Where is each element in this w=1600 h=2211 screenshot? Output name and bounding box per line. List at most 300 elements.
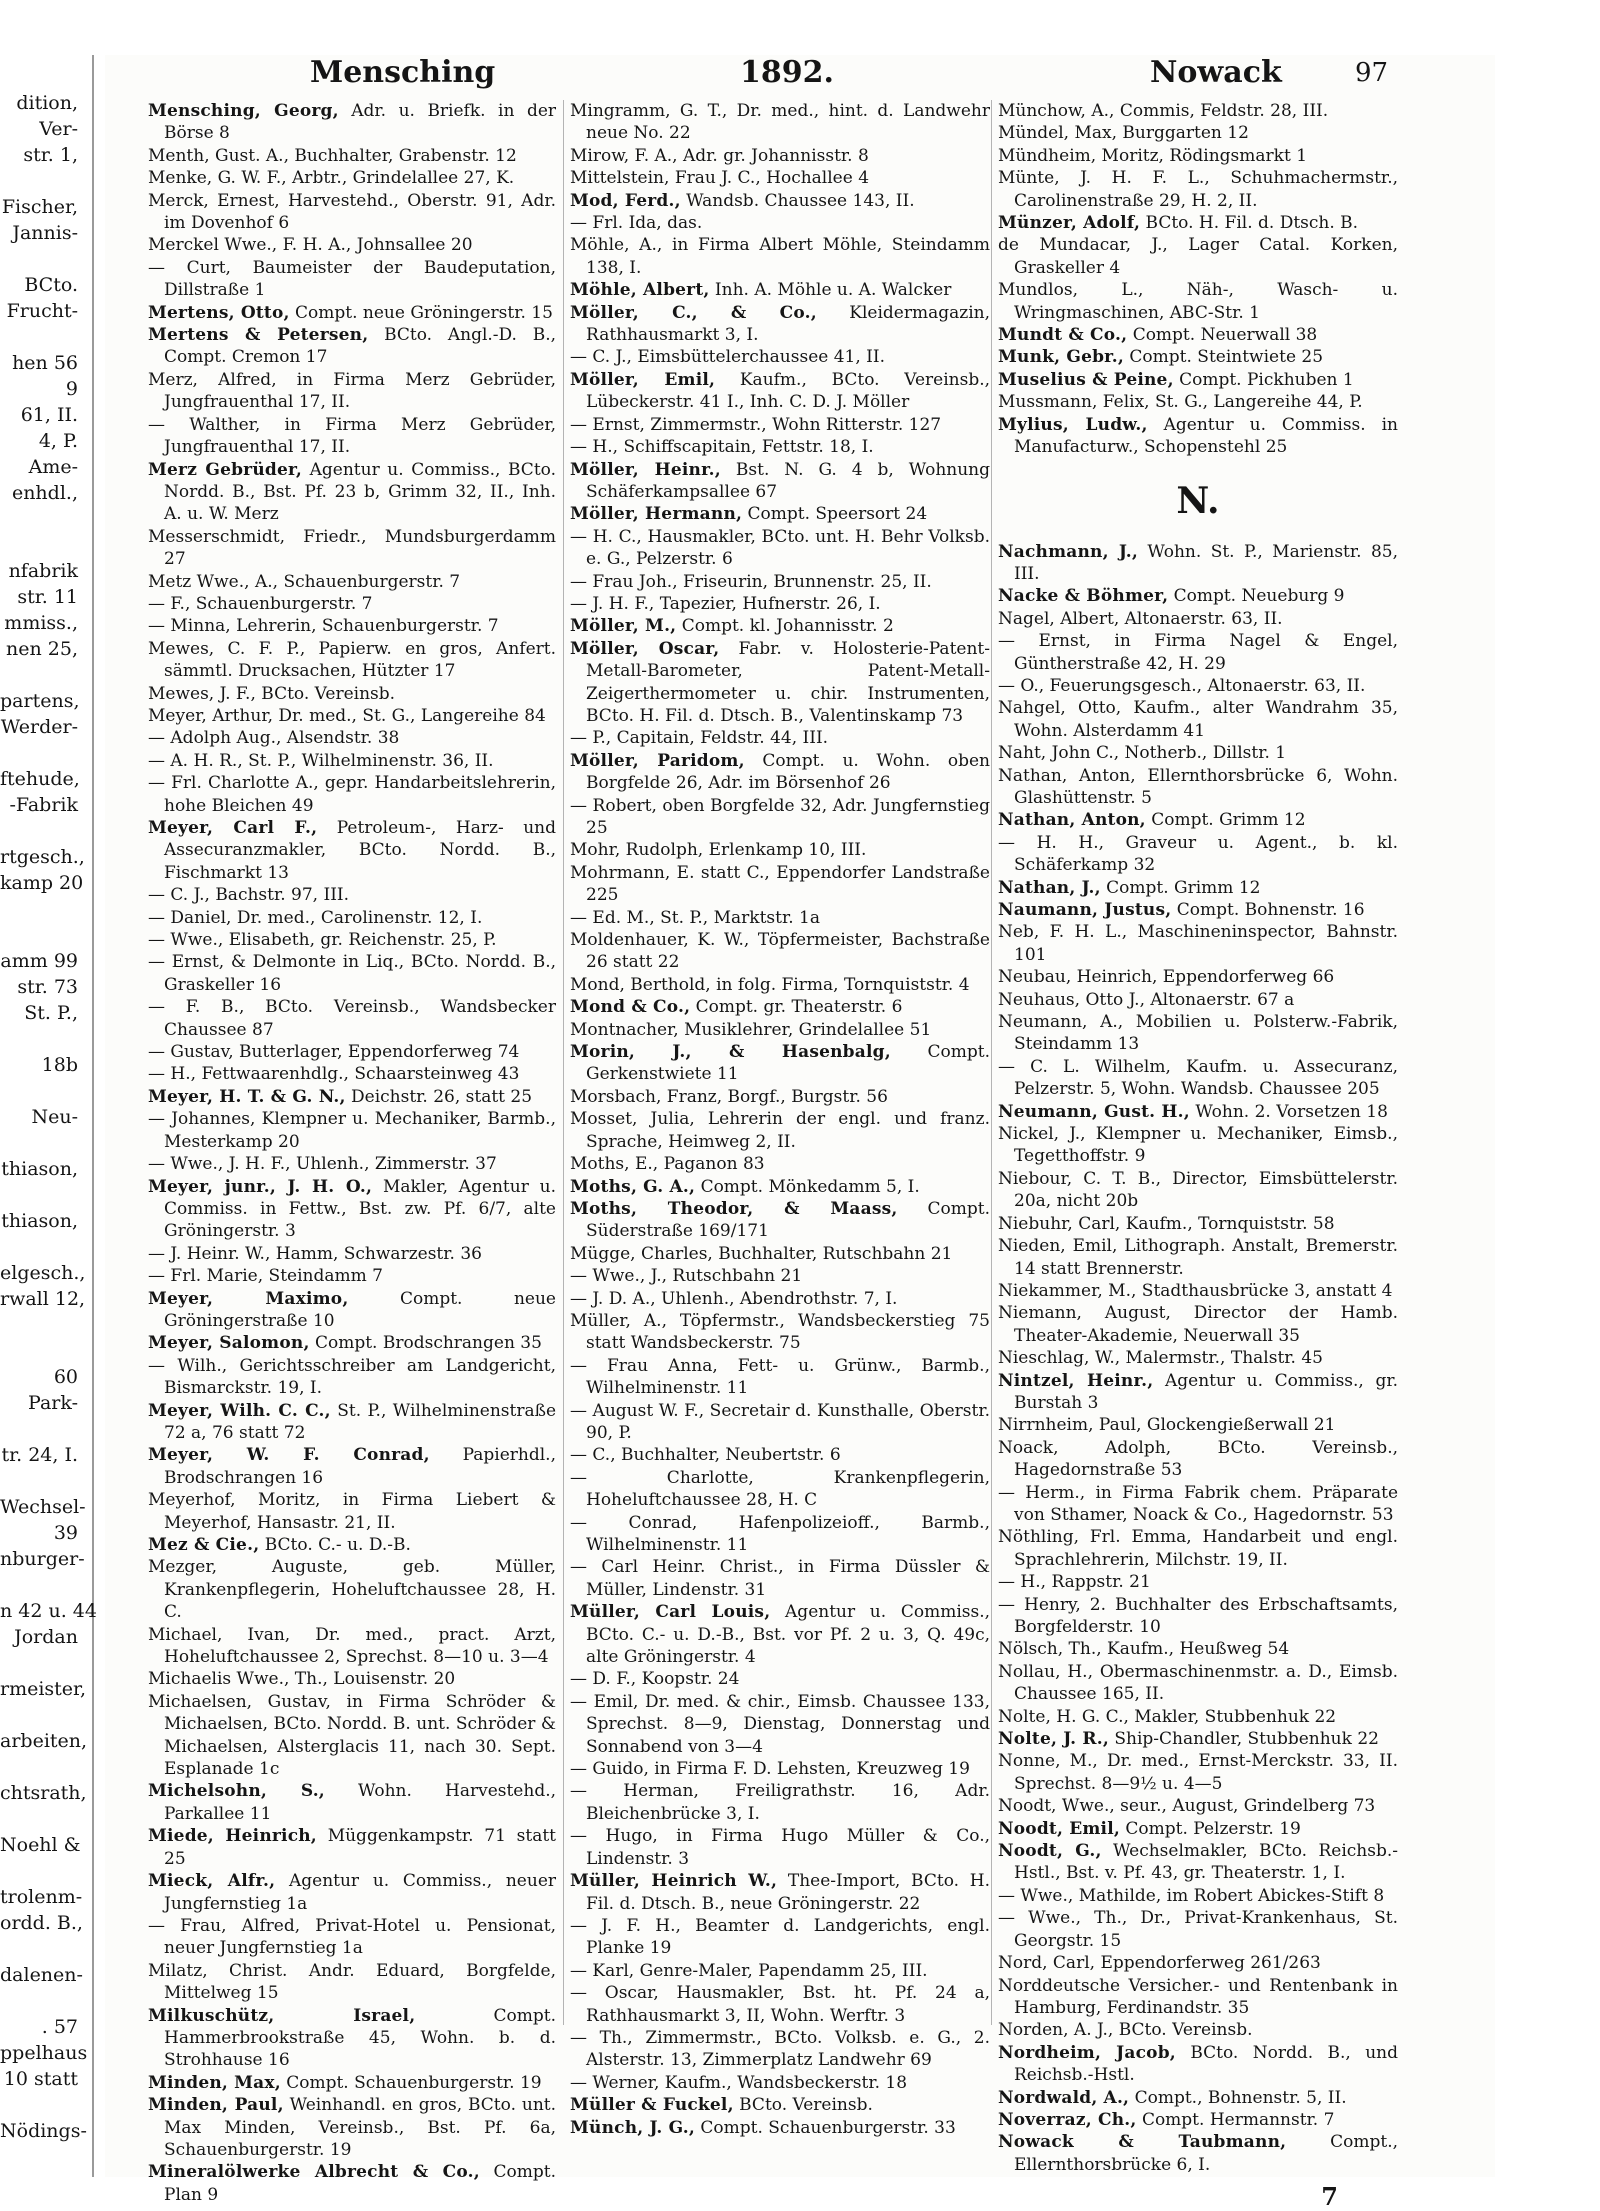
directory-entry xyxy=(148,1668,556,1690)
directory-entry xyxy=(570,2072,990,2094)
directory-entry xyxy=(148,234,556,256)
directory-entry xyxy=(148,1108,556,1153)
directory-entry xyxy=(148,817,556,884)
margin-fragment xyxy=(0,1026,80,1052)
directory-entry xyxy=(148,996,556,1041)
margin-fragment xyxy=(0,324,80,350)
entry-text: Compt. Grimm 12 xyxy=(1151,810,1306,831)
directory-entry xyxy=(998,391,1398,413)
entry-text: Münte, J. H. F. L., Schuhmachermstr., Carolinenstraße 29, H. 2, II. xyxy=(998,168,1398,211)
directory-entry xyxy=(998,697,1398,742)
entry-text: Wandsb. Chaussee 143, II. xyxy=(686,190,915,211)
directory-entry xyxy=(148,1556,556,1623)
margin-fragment: Wechsel- xyxy=(0,1496,86,1518)
entry-text: Wohn. 2. Vorsetzen 18 xyxy=(1195,1101,1388,1122)
entry-text: Compt. Neuerwall 38 xyxy=(1132,325,1318,346)
margin-fragment: 39 xyxy=(53,1522,78,1544)
directory-entry xyxy=(570,1265,990,1287)
entry-text: — C. L. Wilhelm, Kaufm. u. Assecuranz, Pelzerstr. 5, Wohn. Wandsb. Chaussee 205 xyxy=(998,1056,1398,1100)
margin-fragment xyxy=(0,1182,80,1208)
entry-text: — Curt, Baumeister der Baudeputation, Dillstraße 1 xyxy=(148,257,556,301)
entry-text: Merckel Wwe., F. H. A., Johnsallee 20 xyxy=(148,235,473,256)
entry-text: — H., Rappstr. 21 xyxy=(998,1572,1151,1593)
entry-name: Meyer, junr., J. H. O., xyxy=(148,1176,373,1197)
margin-fragment xyxy=(0,662,80,688)
entry-text: Kleidermagazin, Rathhausmarkt 3, I. xyxy=(586,302,990,346)
running-head-year: 1892. xyxy=(740,55,834,90)
directory-entry xyxy=(998,1661,1398,1706)
margin-fragment xyxy=(0,1650,80,1676)
entry-text: Petroleum-, Harz- und Assecuranzmakler, BCto. Nordd. B., Fischmarkt 13 xyxy=(164,818,556,883)
directory-entry xyxy=(148,1355,556,1400)
directory-entry xyxy=(148,884,556,906)
directory-entry xyxy=(998,1571,1398,1593)
entry-text: — Frl. Charlotte A., gepr. Handarbeitslehrerin, hohe Bleichen 49 xyxy=(148,773,556,816)
margin-fragment: Nödings- xyxy=(0,2120,87,2142)
margin-fragment: Jannis- xyxy=(12,222,78,244)
entry-name: Möhle, Albert, xyxy=(570,280,710,301)
margin-fragment: Jordan xyxy=(14,1626,78,1648)
entry-text: Michaelsen, Gustav, in Firma Schröder & Michaelsen, BCto. Nordd. B. unt. Schröder & Michaelsen, Alsterglacis 11, nach 30. Sept. Esplanade 1c xyxy=(148,1691,556,1780)
entry-text: Montnacher, Musiklehrer, Grindelallee 51 xyxy=(570,1019,932,1040)
entry-text: Mügge, Charles, Buchhalter, Rutschbahn 21 xyxy=(570,1243,953,1264)
directory-entry xyxy=(148,907,556,929)
entry-name: Mond & Co., xyxy=(570,997,691,1018)
directory-entry xyxy=(998,1101,1398,1123)
running-head-left: Mensching xyxy=(310,55,496,90)
entry-text: — H. H., Graveur u. Agent., b. kl. Schäferkamp 32 xyxy=(998,832,1398,876)
entry-text: Neubau, Heinrich, Eppendorferweg 66 xyxy=(998,967,1335,988)
entry-text: Nölsch, Th., Kaufm., Heußweg 54 xyxy=(998,1639,1290,1660)
margin-fragment: 10 statt xyxy=(3,2068,78,2090)
directory-entry xyxy=(570,862,990,907)
directory-entry xyxy=(570,1041,990,1086)
margin-fragment xyxy=(0,1312,80,1338)
directory-entry xyxy=(570,795,990,840)
directory-entry xyxy=(570,167,990,189)
entry-text: — Frl. Ida, das. xyxy=(570,213,703,234)
directory-entry xyxy=(148,1444,556,1489)
entry-text: — Emil, Dr. med. & chir., Eimsb. Chaussee 133, Sprechst. 8—9, Dienstag, Donnerstag und Sonnabend von 3—4 xyxy=(570,1691,990,1757)
entry-text: Compt. Schauenburgerstr. 19 xyxy=(286,2072,542,2093)
margin-fragment: Noehl & xyxy=(0,1834,81,1856)
margin-fragment xyxy=(0,532,80,558)
directory-entry xyxy=(998,921,1398,966)
margin-fragment: elgesch., xyxy=(0,1262,86,1284)
directory-entry xyxy=(998,1795,1398,1817)
directory-entry xyxy=(148,100,556,145)
entry-text: — Herm., in Firma Fabrik chem. Präparate von Sthamer, Noack & Co., Hagedornstr. 53 xyxy=(998,1482,1398,1525)
entry-text: — D. F., Koopstr. 24 xyxy=(570,1669,740,1690)
directory-entry xyxy=(570,638,990,728)
entry-text: Compt. neue Gröningerstr. 15 xyxy=(295,302,553,323)
entry-text: — Hugo, in Firma Hugo Müller & Co., Lindenstr. 3 xyxy=(570,1826,990,1869)
directory-entry xyxy=(148,1870,556,1915)
margin-fragment: -Fabrik xyxy=(9,794,78,816)
directory-entry xyxy=(998,742,1398,764)
margin-fragment xyxy=(0,896,80,922)
directory-entry xyxy=(998,966,1398,988)
margin-fragment: amm 99 xyxy=(0,950,78,972)
directory-entry xyxy=(570,145,990,167)
entry-name: Müller, Heinrich W., xyxy=(570,1871,778,1892)
entry-name: Nintzel, Heinr., xyxy=(998,1370,1154,1391)
directory-entry xyxy=(570,1176,990,1198)
entry-name: Müller & Fuckel, xyxy=(570,2095,734,2116)
directory-entry xyxy=(998,1952,1398,1974)
directory-entry xyxy=(570,1198,990,1243)
directory-entry xyxy=(998,1706,1398,1728)
margin-fragment: Park- xyxy=(28,1392,78,1414)
directory-entry xyxy=(570,907,990,929)
entry-text: — Ernst, Zimmermstr., Wohn Ritterstr. 127 xyxy=(570,414,942,435)
entry-name: Nolte, J. R., xyxy=(998,1729,1109,1750)
entry-text: — H. C., Hausmakler, BCto. unt. H. Behr Volksb. e. G., Pelzerstr. 6 xyxy=(570,526,990,570)
entry-text: Mündel, Max, Burggarten 12 xyxy=(998,123,1249,144)
entry-name: Muselius & Peine, xyxy=(998,369,1174,390)
margin-fragment xyxy=(0,168,80,194)
entry-name: Meyer, W. F. Conrad, xyxy=(148,1445,430,1466)
entry-text: Michaelis Wwe., Th., Louisenstr. 20 xyxy=(148,1669,456,1690)
entry-text: Niekammer, M., Stadthausbrücke 3, anstatt 4 xyxy=(998,1280,1393,1301)
directory-entry xyxy=(998,1907,1398,1952)
entry-name: Möller, Oscar, xyxy=(570,638,720,659)
directory-entry xyxy=(570,346,990,368)
directory-entry xyxy=(998,1280,1398,1302)
entry-text: — Oscar, Hausmakler, Bst. ht. Pf. 24 a, Rathhausmarkt 3, II, Wohn. Werftr. 3 xyxy=(570,1983,990,2026)
entry-text: Compt. Gerkenstwiete 11 xyxy=(586,1042,990,1085)
entry-text: Merck, Ernest, Harvestehd., Oberstr. 91, Adr. im Dovenhof 6 xyxy=(148,190,556,234)
directory-entry xyxy=(148,369,556,414)
entry-text: Mirow, F. A., Adr. gr. Johannisstr. 8 xyxy=(570,145,869,166)
margin-fragment: str. 1, xyxy=(23,144,78,166)
entry-text: Neb, F. H. L., Maschineninspector, Bahnstr. 101 xyxy=(998,922,1398,965)
directory-entry xyxy=(148,593,556,615)
entry-name: Meyer, Maximo, xyxy=(148,1288,349,1309)
directory-entry xyxy=(998,630,1398,675)
directory-entry xyxy=(998,832,1398,877)
directory-entry xyxy=(570,1310,990,1355)
directory-entry xyxy=(148,1063,556,1085)
entry-text: Niebour, C. T. B., Director, Eimsbüttelerstr. 20a, nicht 20b xyxy=(998,1168,1398,1212)
directory-entry xyxy=(148,1086,556,1108)
margin-fragment: partens, xyxy=(0,690,80,712)
directory-entry xyxy=(570,1288,990,1310)
entry-text: Compt. Grimm 12 xyxy=(1106,877,1261,898)
margin-fragment: trolenm- xyxy=(0,1886,83,1908)
directory-entry xyxy=(148,526,556,571)
margin-fragment xyxy=(0,2092,80,2118)
directory-entry xyxy=(998,369,1398,391)
margin-fragment xyxy=(0,1468,80,1494)
directory-entry xyxy=(570,1758,990,1780)
directory-entry xyxy=(148,1624,556,1669)
entry-name: Neumann, Gust. H., xyxy=(998,1101,1190,1122)
entry-text: Makler, Agentur u. Commiss. in Fettw., Bst. zw. Pf. 6/7, alte Gröningerstr. 3 xyxy=(164,1176,556,1242)
entry-text: — Wwe., Elisabeth, gr. Reichenstr. 25, P. xyxy=(148,930,497,951)
directory-entry xyxy=(998,414,1398,459)
directory-entry xyxy=(998,1235,1398,1280)
margin-fragment: thiason, xyxy=(1,1158,78,1180)
directory-entry xyxy=(148,727,556,749)
entry-name: Meyer, Carl F., xyxy=(148,818,318,838)
margin-fragment xyxy=(0,1130,80,1156)
entry-text: Wechselmakler, BCto. Reichsb.-Hstl., Bst. v. Pf. 43, gr. Theaterstr. 1, I. xyxy=(1014,1841,1399,1884)
margin-fragment: rmeister, xyxy=(0,1678,87,1700)
margin-fragment xyxy=(0,818,80,844)
directory-entry xyxy=(570,929,990,974)
entry-text: BCto. C.- u. D.-B. xyxy=(264,1535,411,1555)
directory-column-2 xyxy=(570,100,990,2139)
directory-entry xyxy=(998,1840,1398,1885)
entry-text: Papierhdl., Brodschrangen 16 xyxy=(164,1445,556,1488)
directory-entry xyxy=(148,1176,556,1243)
entry-name: Nachmann, J., xyxy=(998,541,1138,562)
entry-text: — Wwe., Th., Dr., Privat-Krankenhaus, St. Georgstr. 15 xyxy=(998,1908,1398,1951)
entry-text: Neumann, A., Mobilien u. Polsterw.-Fabrik, Steindamm 13 xyxy=(998,1012,1398,1055)
margin-fragment xyxy=(0,246,80,272)
entry-name: Mineralölwerke Albrecht & Co., xyxy=(148,2162,480,2183)
entry-text: Adr. u. Briefk. in der Börse 8 xyxy=(164,101,557,144)
directory-entry xyxy=(570,996,990,1018)
entry-text: — Carl Heinr. Christ., in Firma Düssler & Müller, Lindenstr. 31 xyxy=(570,1557,990,1600)
directory-entry xyxy=(148,324,556,369)
entry-text: — Frl. Marie, Steindamm 7 xyxy=(148,1266,383,1287)
entry-text: — Johannes, Klempner u. Mechaniker, Barmb., Mesterkamp 20 xyxy=(148,1109,556,1152)
entry-name: Nathan, J., xyxy=(998,877,1101,898)
directory-entry xyxy=(998,675,1398,697)
entry-text: Menth, Gust. A., Buchhalter, Grabenstr. 12 xyxy=(148,145,517,166)
margin-fragment xyxy=(0,1234,80,1260)
entry-name: Nacke & Böhmer, xyxy=(998,586,1169,607)
directory-entry xyxy=(998,585,1398,607)
entry-name: Möller, Hermann, xyxy=(570,504,743,525)
directory-entry xyxy=(570,1915,990,1960)
entry-name: Nordwald, A., xyxy=(998,2087,1130,2108)
directory-entry xyxy=(148,951,556,996)
directory-entry xyxy=(148,2094,556,2161)
margin-fragment xyxy=(0,1936,80,1962)
directory-entry xyxy=(998,2042,1398,2087)
margin-fragment: ftehude, xyxy=(0,768,80,790)
entry-text: Weinhandl. en gros, BCto. unt. Max Minden, Vereinsb., Bst. Pf. 6a, Schauenburgerstr. 19 xyxy=(164,2095,557,2160)
entry-text: — Th., Zimmermstr., BCto. Volksb. e. G., 2. Alsterstr. 13, Zimmerplatz Landwehr 69 xyxy=(570,2027,990,2071)
entry-text: — C., Buchhalter, Neubertstr. 6 xyxy=(570,1445,841,1466)
entry-text: Nathan, Anton, Ellernthorsbrücke 6, Wohn. Glashüttenstr. 5 xyxy=(998,765,1398,808)
directory-entry xyxy=(148,1332,556,1354)
entry-text: — August W. F., Secretair d. Kunsthalle, Oberstr. 90, P. xyxy=(570,1400,990,1443)
margin-fragment xyxy=(0,1416,80,1442)
margin-fragment: str. 11 xyxy=(17,586,78,608)
entry-text: Compt., Bohnenstr. 5, II. xyxy=(1134,2087,1347,2108)
entry-name: Müller, Carl Louis, xyxy=(570,1602,771,1623)
entry-text: Noack, Adolph, BCto. Vereinsb., Hagedornstraße 53 xyxy=(998,1437,1398,1481)
entry-text: Agentur u. Commiss. in Manufacturw., Schopenstehl 25 xyxy=(1014,414,1398,458)
entry-text: Mittelstein, Frau J. C., Hochallee 4 xyxy=(570,168,870,189)
entry-text: Compt. Pickhuben 1 xyxy=(1179,369,1354,390)
directory-entry xyxy=(998,1818,1398,1840)
directory-entry xyxy=(570,1601,990,1668)
entry-text: Compt. Hammerbrookstraße 45, Wohn. b. d. Strohhause 16 xyxy=(164,2005,556,2071)
directory-entry xyxy=(148,1288,556,1333)
directory-entry xyxy=(148,1825,556,1870)
entry-text: Inh. A. Möhle u. A. Walcker xyxy=(714,280,952,301)
directory-entry xyxy=(570,593,990,615)
margin-fragment: chtsrath, xyxy=(0,1782,87,1804)
entry-name: Mundt & Co., xyxy=(998,325,1128,346)
directory-entry xyxy=(998,765,1398,810)
entry-text: Mussmann, Felix, St. G., Langereihe 44, P. xyxy=(998,392,1363,413)
margin-fragment: Werder- xyxy=(0,716,78,738)
entry-text: — C. J., Bachstr. 97, III. xyxy=(148,885,350,906)
directory-entry xyxy=(148,2161,556,2206)
directory-entry xyxy=(148,257,556,302)
entry-text: Noodt, Wwe., seur., August, Grindelberg 73 xyxy=(998,1796,1376,1817)
entry-text: Compt., Ellernthorsbrücke 6, I. xyxy=(1014,2132,1399,2175)
entry-text: BCto. H. Fil. d. Dtsch. B. xyxy=(1145,213,1359,234)
directory-entry xyxy=(570,302,990,347)
entry-name: Minden, Max, xyxy=(148,2072,281,2093)
entry-name: Michelsohn, S., xyxy=(148,1781,325,1802)
entry-text: Compt. Brodschrangen 35 xyxy=(314,1333,542,1354)
margin-fragment xyxy=(0,1754,80,1780)
entry-text: Moths, E., Paganon 83 xyxy=(570,1154,765,1175)
entry-text: Norddeutsche Versicher.- und Rentenbank in Hamburg, Ferdinandstr. 35 xyxy=(998,1975,1398,2018)
entry-text: Menke, G. W. F., Arbtr., Grindelallee 27, K. xyxy=(148,168,515,189)
directory-entry xyxy=(148,772,556,817)
directory-entry xyxy=(148,1041,556,1063)
directory-entry xyxy=(998,1370,1398,1415)
entry-text: — O., Feuerungsgesch., Altonaerstr. 63, II. xyxy=(998,675,1366,696)
directory-entry xyxy=(998,212,1398,234)
entry-text: — Ernst, in Firma Nagel & Engel, Güntherstraße 42, H. 29 xyxy=(998,631,1398,674)
entry-text: Norden, A. J., BCto. Vereinsb. xyxy=(998,2020,1253,2041)
directory-entry xyxy=(570,459,990,504)
directory-entry xyxy=(570,1086,990,1108)
directory-entry xyxy=(148,683,556,705)
directory-entry xyxy=(570,279,990,301)
margin-fragment: ordd. B., xyxy=(0,1912,83,1934)
entry-text: — Wwe., J., Rutschbahn 21 xyxy=(570,1266,803,1287)
entry-text: — Walther, in Firma Merz Gebrüder, Jungfrauenthal 17, II. xyxy=(148,414,556,458)
margin-fragment xyxy=(0,1806,80,1832)
directory-entry xyxy=(998,1302,1398,1347)
entry-name: Naumann, Justus, xyxy=(998,900,1172,920)
entry-text: Wohn. St. P., Marienstr. 85, III. xyxy=(1014,541,1398,584)
directory-entry xyxy=(148,929,556,951)
margin-fragment: 9 xyxy=(65,378,78,400)
directory-entry xyxy=(570,727,990,749)
directory-entry xyxy=(998,234,1398,279)
directory-entry xyxy=(570,369,990,414)
entry-name: Moths, Theodor, & Maass, xyxy=(570,1198,898,1219)
entry-name: Nordheim, Jacob, xyxy=(998,2042,1176,2063)
directory-entry xyxy=(998,1594,1398,1639)
directory-entry xyxy=(570,1870,990,1915)
entry-text: Compt. Süderstraße 169/171 xyxy=(586,1198,991,1242)
entry-text: Möhle, A., in Firma Albert Möhle, Steindamm 138, I. xyxy=(570,235,990,278)
entry-text: Nickel, J., Klempner u. Mechaniker, Eimsb., Tegetthoffstr. 9 xyxy=(998,1124,1398,1167)
margin-fragment: n 42 u. 44 xyxy=(0,1600,97,1622)
directory-entry xyxy=(998,2109,1398,2131)
entry-text: Compt. gr. Theaterstr. 6 xyxy=(695,997,903,1018)
entry-text: Messerschmidt, Friedr., Mundsburgerdamm 27 xyxy=(148,526,556,570)
directory-entry xyxy=(998,608,1398,630)
directory-entry xyxy=(998,1750,1398,1795)
entry-name: Nowack & Taubmann, xyxy=(998,2132,1287,2153)
margin-fragment xyxy=(0,1572,80,1598)
directory-entry xyxy=(998,145,1398,167)
entry-name: Möller, M., xyxy=(570,616,677,637)
directory-entry xyxy=(570,1960,990,1982)
directory-entry xyxy=(570,1691,990,1758)
directory-entry xyxy=(570,1668,990,1690)
margin-fragment: nfabrik xyxy=(8,560,78,582)
entry-text: Morsbach, Franz, Borgf., Burgstr. 56 xyxy=(570,1086,888,1107)
directory-entry xyxy=(570,1400,990,1445)
entry-text: Compt. Steintwiete 25 xyxy=(1129,347,1324,368)
entry-text: Nöthling, Frl. Emma, Handarbeit und engl. Sprachlehrerin, Milchstr. 19, II. xyxy=(998,1527,1398,1570)
directory-entry xyxy=(998,1011,1398,1056)
directory-entry xyxy=(570,1556,990,1601)
entry-name: Möller, Paridom, xyxy=(570,750,745,771)
margin-fragment: St. P., xyxy=(24,1002,78,1024)
entry-name: Mieck, Alfr., xyxy=(148,1871,276,1892)
entry-text: Wohn. Harvestehd., Parkallee 11 xyxy=(164,1781,557,1824)
directory-entry xyxy=(148,1153,556,1175)
entry-text: — J. H. F., Tapezier, Hufnerstr. 26, I. xyxy=(570,593,881,614)
directory-entry xyxy=(998,1168,1398,1213)
margin-fragment: BCto. xyxy=(24,274,78,296)
entry-text: Niemann, August, Director der Hamb. Theater-Akademie, Neuerwall 35 xyxy=(998,1303,1398,1346)
margin-fragment: Ame- xyxy=(28,456,78,478)
entry-text: Mewes, J. F., BCto. Vereinsb. xyxy=(148,683,396,704)
directory-entry xyxy=(570,1153,990,1175)
directory-entry xyxy=(998,2087,1398,2109)
entry-text: Bst. N. G. 4 b, Wohnung Schäferkampsallee 67 xyxy=(586,459,991,502)
directory-entry xyxy=(998,1975,1398,2020)
entry-text: Mohrmann, E. statt C., Eppendorfer Landstraße 225 xyxy=(570,862,990,906)
entry-text: — Robert, oben Borgfelde 32, Adr. Jungfernstieg 25 xyxy=(570,795,990,838)
entry-text: Mingramm, G. T., Dr. med., hint. d. Landwehr neue No. 22 xyxy=(570,101,990,144)
entry-text: Naht, John C., Notherb., Dillstr. 1 xyxy=(998,743,1287,764)
entry-name: Miede, Heinrich, xyxy=(148,1826,317,1847)
directory-entry xyxy=(998,1526,1398,1571)
entry-text: Deichstr. 26, statt 25 xyxy=(351,1086,533,1107)
margin-fragment: enhdl., xyxy=(11,482,78,504)
entry-name: Meyer, Wilh. C. C., xyxy=(148,1400,331,1421)
entry-text: Compt. neue Gröningerstraße 10 xyxy=(164,1288,556,1331)
entry-name: Nathan, Anton, xyxy=(998,810,1146,831)
directory-entry xyxy=(148,1960,556,2005)
entry-text: — Karl, Genre-Maler, Papendamm 25, III. xyxy=(570,1960,928,1981)
entry-text: Merz, Alfred, in Firma Merz Gebrüder, Jungfrauenthal 17, II. xyxy=(148,369,556,413)
directory-entry xyxy=(148,2072,556,2094)
directory-entry xyxy=(998,1728,1398,1750)
entry-name: Milkuschütz, Israel, xyxy=(148,2005,416,2026)
margin-fragment xyxy=(0,1702,80,1728)
entry-text: Compt. kl. Johannisstr. 2 xyxy=(681,616,894,637)
entry-text: Meyerhof, Moritz, in Firma Liebert & Meyerhof, Hansastr. 21, II. xyxy=(148,1490,556,1533)
directory-entry xyxy=(148,571,556,593)
entry-name: Mertens, Otto, xyxy=(148,302,290,323)
directory-entry xyxy=(998,122,1398,144)
margin-fragment: Frucht- xyxy=(6,300,78,322)
entry-name: Noodt, G., xyxy=(998,1841,1102,1862)
entry-name: Morin, J., & Hasenbalg, xyxy=(570,1042,891,1063)
entry-text: BCto. Nordd. B., und Reichsb.-Hstl. xyxy=(1014,2042,1399,2086)
margin-fragment: 60 xyxy=(53,1366,78,1388)
